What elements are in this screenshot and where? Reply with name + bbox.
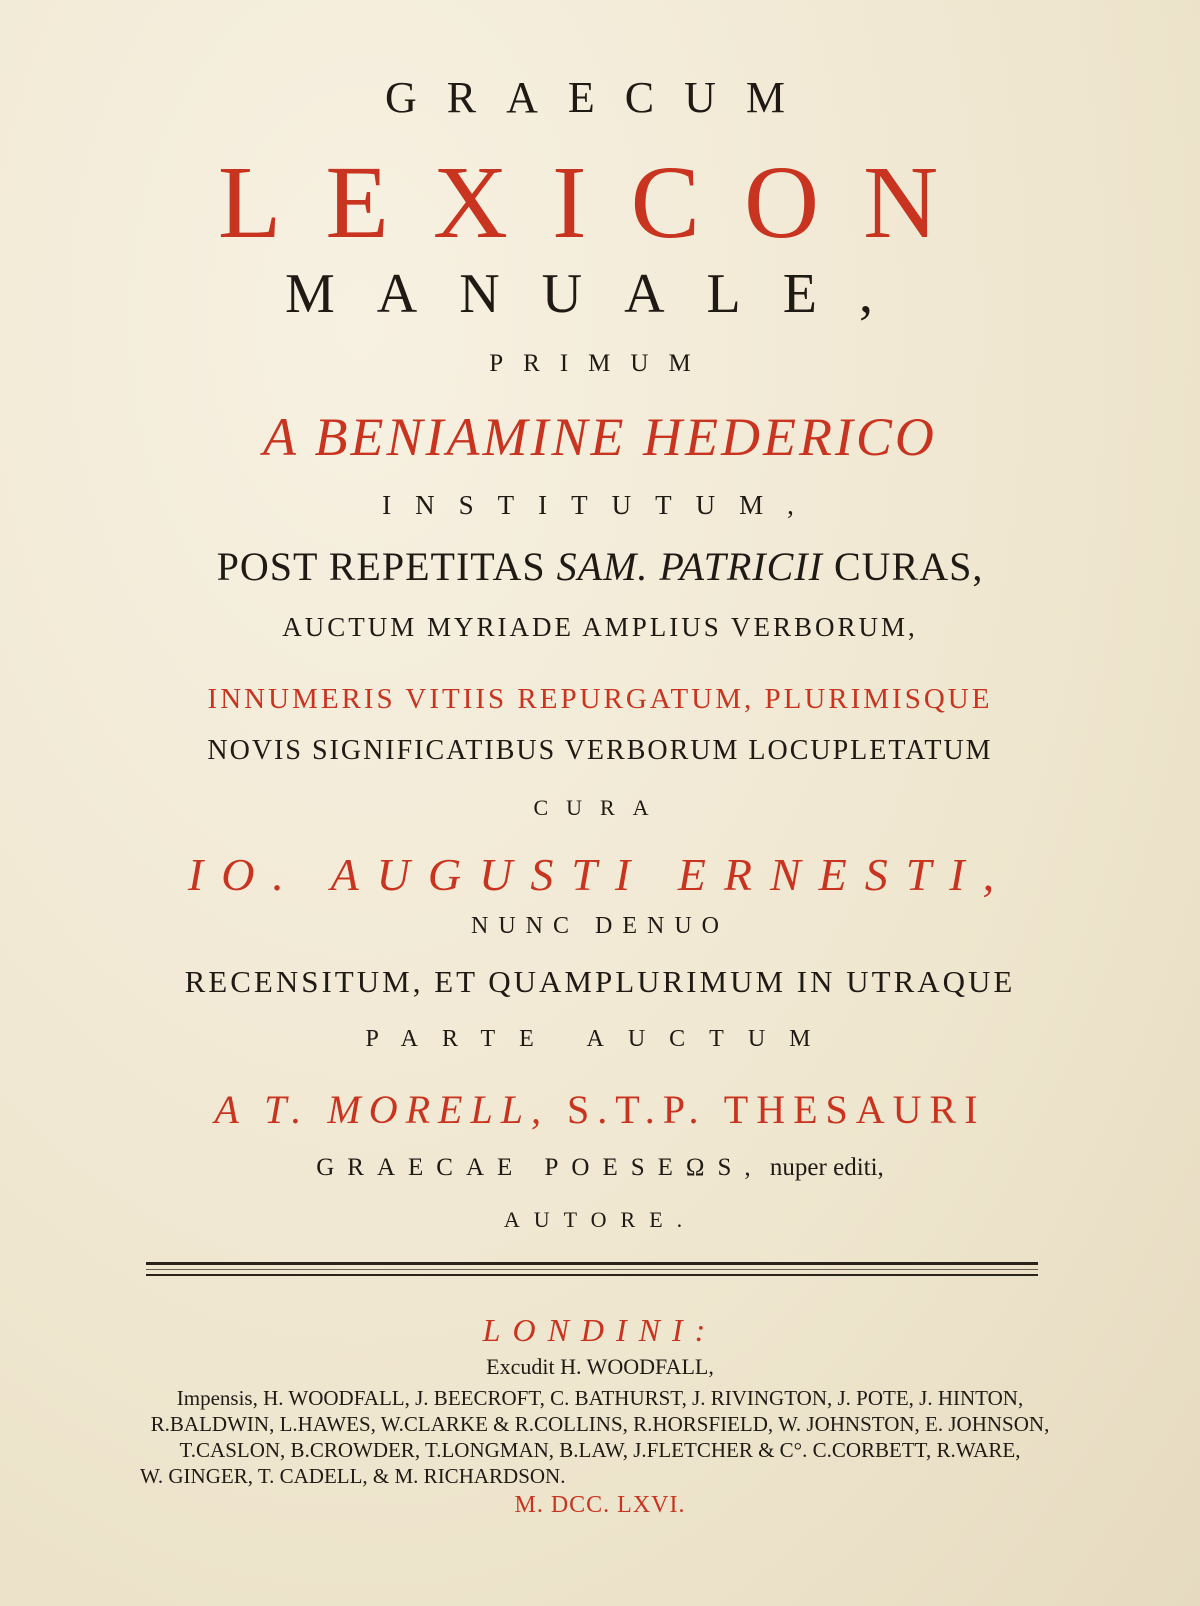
nuper-editi-text: nuper editi, bbox=[769, 1154, 884, 1181]
graecae-poeseos-text: GRAECAE POESEΩS, bbox=[316, 1154, 764, 1181]
imprint-date: M. DCC. LXVI. bbox=[514, 1492, 686, 1518]
morell-name: A T. MORELL, bbox=[214, 1087, 549, 1132]
title-lexicon: LEXICON bbox=[217, 145, 983, 260]
post-repetitas-text: POST REPETITAS bbox=[216, 544, 546, 589]
innumeris-line: INNUMERIS VITIIS REPURGATUM, PLURIMISQUE bbox=[207, 683, 993, 715]
imprint-londini: LONDINI: bbox=[482, 1312, 718, 1348]
title-manuale: MANUALE, bbox=[285, 263, 915, 325]
author-hedericus: A BENIAMINE HEDERICO bbox=[263, 407, 937, 467]
graecae-poeseos-line bbox=[0, 1154, 1200, 1182]
institutum-line: INSTITUTUM, bbox=[382, 490, 818, 520]
nunc-denuo-line: NUNC DENUO bbox=[471, 913, 729, 939]
imprint-booksellers-line-1: Impensis, H. WOODFALL, J. BEECROFT, C. BATHURST, J. RIVINGTON, J. POTE, J. HINTON, bbox=[176, 1386, 1024, 1410]
title-graecum: GRAECUM bbox=[384, 73, 816, 122]
novis-line: NOVIS SIGNIFICATIBUS VERBORUM LOCUPLETATUM bbox=[207, 735, 993, 766]
imprint-booksellers-line-3: T.CASLON, B.CROWDER, T.LONGMAN, B.LAW, J.FLETCHER & C°. C.CORBETT, R.WARE, bbox=[179, 1438, 1021, 1462]
cura-line: CURA bbox=[533, 795, 667, 820]
post-repetitas-line bbox=[0, 543, 1200, 590]
imprint-excudit: Excudit H. WOODFALL, bbox=[486, 1354, 714, 1379]
recensitum-line: RECENSITUM, ET QUAMPLURIMUM IN UTRAQUE bbox=[184, 964, 1016, 999]
auctum-line: AUCTUM MYRIADE AMPLIUS VERBORUM, bbox=[282, 612, 918, 642]
morell-line bbox=[0, 1086, 1200, 1133]
author-ernesti: IO. AUGUSTI ERNESTI, bbox=[187, 849, 1013, 900]
double-rule-divider bbox=[146, 1262, 1038, 1276]
autore-line: AUTORE. bbox=[503, 1207, 697, 1232]
imprint-booksellers-line-4: W. GINGER, T. CADELL, & M. RICHARDSON. bbox=[140, 1464, 566, 1488]
parte-auctum-line: PARTE AUCTUM bbox=[365, 1026, 835, 1052]
patricius-name: SAM. PATRICII bbox=[556, 544, 823, 589]
thesauri-text: S.T.P. THESAURI bbox=[566, 1087, 986, 1132]
imprint-booksellers-line-2: R.BALDWIN, L.HAWES, W.CLARKE & R.COLLINS, R.HORSFIELD, W. JOHNSTON, E. JOHNSON, bbox=[150, 1412, 1050, 1436]
curas-text: CURAS, bbox=[833, 544, 984, 589]
primum-line: PRIMUM bbox=[489, 350, 711, 377]
